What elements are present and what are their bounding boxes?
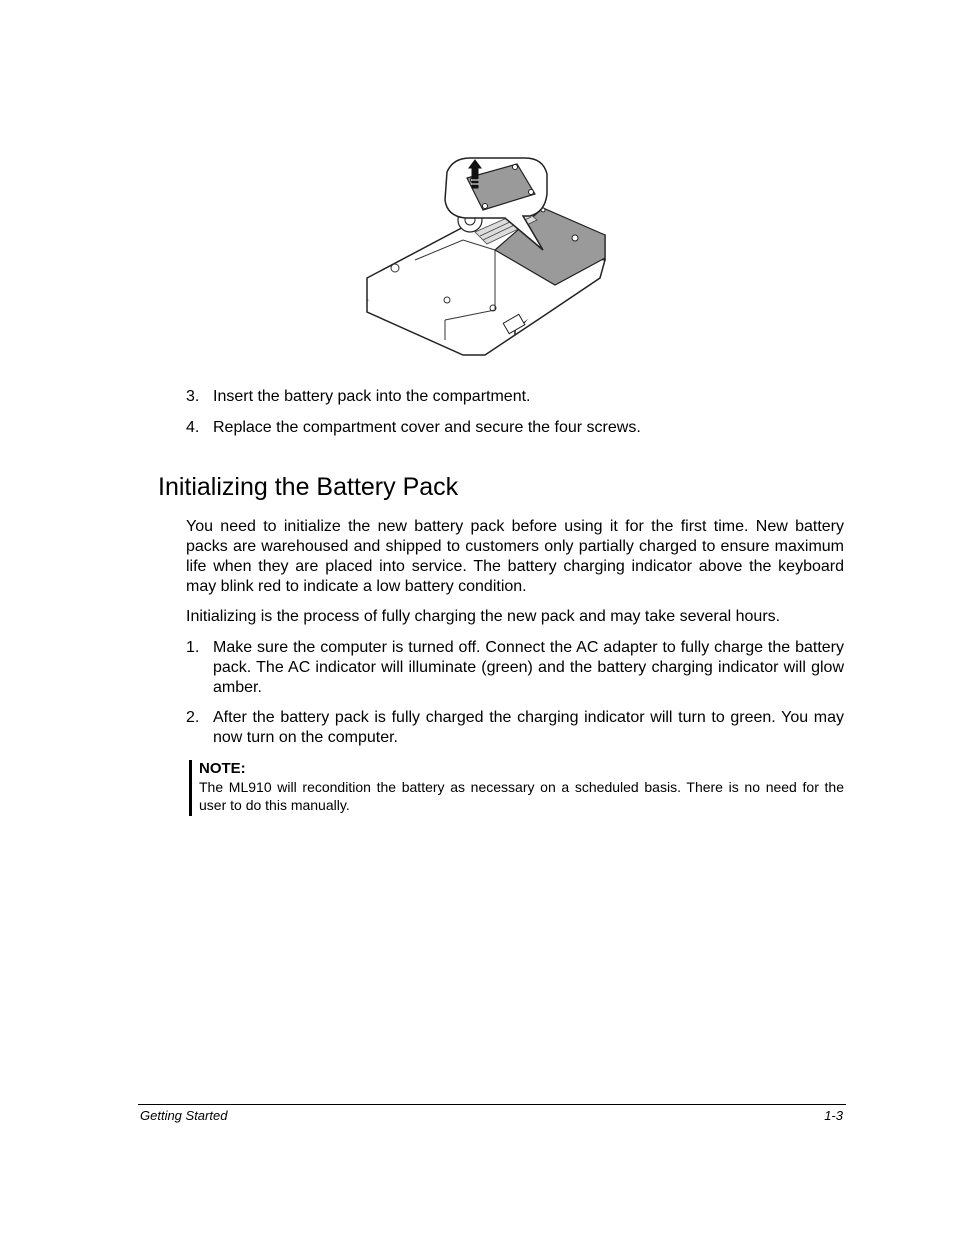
note-title: NOTE: bbox=[199, 760, 246, 777]
note-body: The ML910 will recondition the battery as necessary on a scheduled basis. There is no need for the user to do this manually. bbox=[199, 779, 844, 813]
step-number: 3. bbox=[186, 388, 200, 405]
paragraph: You need to initialize the new battery pack before using it for the first time. New battery packs are warehoused and shipped to customers only partially charged to ensure maximum life when they are placed into service. The battery charging indicator above the keyboard may blink red to indicate a low battery condition. bbox=[186, 518, 844, 595]
list-item bbox=[186, 708, 844, 748]
step-number: 2. bbox=[186, 709, 200, 726]
section-heading: Initializing the Battery Pack bbox=[158, 473, 459, 501]
footer-divider bbox=[138, 1104, 846, 1105]
step-text: Insert the battery pack into the compartment. bbox=[213, 388, 531, 405]
step-number: 1. bbox=[186, 639, 200, 656]
battery-compartment-illustration bbox=[355, 150, 615, 362]
step-text: After the battery pack is fully charged the charging indicator will turn to green. You may now turn on the computer. bbox=[213, 709, 844, 746]
list-item bbox=[186, 387, 844, 407]
step-text: Replace the compartment cover and secure the four screws. bbox=[213, 419, 641, 436]
paragraph: Initializing is the process of fully charging the new pack and may take several hours. bbox=[186, 608, 781, 625]
footer-chapter: Getting Started bbox=[140, 1108, 228, 1123]
step-text: Make sure the computer is turned off. Connect the AC adapter to fully charge the battery pack. The AC indicator will illuminate (green) and the battery charging indicator will glow amber. bbox=[213, 639, 844, 696]
step-number: 4. bbox=[186, 419, 200, 436]
list-item bbox=[186, 638, 844, 698]
footer-page-number: 1-3 bbox=[824, 1108, 843, 1123]
list-item bbox=[186, 418, 844, 438]
note-box bbox=[189, 760, 844, 816]
